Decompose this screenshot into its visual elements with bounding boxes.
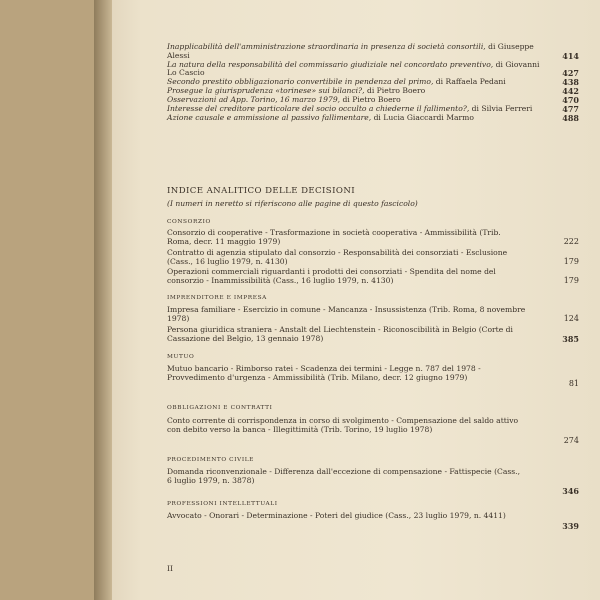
article-author: di Giovanni Lo Cascio <box>167 59 540 78</box>
index-entry <box>167 248 579 266</box>
article-title: Prosegue la giurisprudenza «torinese» sui bilanci?, <box>167 86 365 96</box>
index-subtitle: (I numeri in neretto si riferiscono alle pagine di questo fascicolo) <box>167 199 418 208</box>
article-title: Osservazioni ad App. Torino, 16 marzo 1979, <box>167 95 341 105</box>
list-item <box>167 114 583 123</box>
category-heading: PROFESSIONI INTELLETTUALI <box>167 501 278 507</box>
entry-text: Mutuo bancario - Rimborso ratei - Scadenza dei termini - Legge n. 787 del 1978 - Provvedimento d'urgenza - Ammissibilità (Trib. Milano, decr. 12 giugno 1979) <box>167 364 481 382</box>
category-heading: MUTUO <box>167 354 195 360</box>
article-title: Secondo prestito obbligazionario convertibile in pendenza del primo, <box>167 77 434 87</box>
entry-page: 346 <box>562 485 579 496</box>
index-entry <box>167 416 579 445</box>
entry-page: 124 <box>563 313 579 323</box>
index-entry <box>167 467 579 496</box>
page-number: 477 <box>562 104 579 115</box>
entry-text: Conto corrente di corrispondenza in corso di svolgimento - Compensazione del saldo attivo con debito verso la banca - Illegittimità (Trib. Torino, 19 luglio 1978) <box>167 416 519 434</box>
category-heading: OBBLIGAZIONI E CONTRATTI <box>167 405 273 411</box>
page-number: 414 <box>562 50 579 61</box>
entry-page: 385 <box>562 333 579 344</box>
entry-text: Persona giuridica straniera - Anstalt del Liechtenstein - Riconoscibilità in Belgio (Corte di Cassazione del Belgio, 13 gennaio 1978) <box>167 325 513 343</box>
article-author: di Silvia Ferreri <box>469 104 533 114</box>
book-page <box>112 0 600 600</box>
category-heading: PROCEDIMENTO CIVILE <box>167 457 255 463</box>
entry-page: 222 <box>563 236 579 246</box>
article-author: di Raffaela Pedani <box>433 77 506 87</box>
entry-page: 339 <box>562 521 579 531</box>
index-entry <box>167 267 579 285</box>
article-title: Interesse del creditore particolare del socio occulto a chiederne il fallimento?, <box>167 104 470 114</box>
entry-text: Consorzio di cooperative - Trasformazione in società cooperativa - Ammissibilità (Trib. Roma, decr. 11 maggio 1979) <box>167 228 501 246</box>
list-item <box>167 61 583 78</box>
entry-text: Contratto di agenzia stipulato dal consorzio - Responsabilità dei consorziati - Esclusione (Cass., 16 luglio 1979, n. 4130) <box>167 248 508 266</box>
index-entry <box>167 325 579 344</box>
page-number: 488 <box>562 113 579 124</box>
page-number: 427 <box>562 68 579 79</box>
entry-text: Operazioni commerciali riguardanti i prodotti dei consorziati - Spendita del nome del consorzio - Inammissibilità (Cass., 16 luglio 1979, n. 4130) <box>167 267 496 285</box>
list-item <box>167 43 583 60</box>
index-entry <box>167 511 579 531</box>
entry-page: 81 <box>568 378 579 388</box>
index-entry <box>167 364 579 388</box>
article-author: di Lucia Giaccardi Marmo <box>371 113 474 123</box>
entry-text: Domanda riconvenzionale - Differenza dall'eccezione di compensazione - Fattispecie (Cass., 6 luglio 1979, n. 3878) <box>167 467 521 485</box>
article-author: di Pietro Boero <box>340 95 401 105</box>
entry-page: 179 <box>563 256 579 266</box>
page-number: 470 <box>562 95 579 106</box>
entry-text: Impresa familiare - Esercizio in comune - Mancanza - Insussistenza (Trib. Roma, 8 novembre 1978) <box>167 305 526 323</box>
page-folio: II <box>167 564 173 573</box>
articles-list <box>167 43 583 123</box>
category-heading: CONSORZIO <box>167 219 211 225</box>
article-title: Azione causale e ammissione al passivo fallimentare, <box>167 113 372 123</box>
index-entry <box>167 228 579 246</box>
page-number: 438 <box>562 77 579 88</box>
article-author: di Giuseppe Alessi <box>167 42 534 60</box>
index-entry <box>167 305 579 323</box>
entry-page: 179 <box>563 275 579 285</box>
index-title: INDICE ANALITICO DELLE DECISIONI <box>167 186 356 196</box>
page-number: 442 <box>562 86 579 97</box>
article-title: La natura della responsabilità del commissario giudiziale nel concordato preventivo, <box>167 59 494 69</box>
entry-page: 274 <box>563 435 579 445</box>
entry-text: Avvocato - Onorari - Determinazione - Poteri del giudice (Cass., 23 luglio 1979, n. 4411) <box>167 511 506 520</box>
category-heading: IMPRENDITORE E IMPRESA <box>167 295 267 301</box>
article-author: di Pietro Boero <box>364 86 426 96</box>
article-title: Inapplicabilità dell'amministrazione straordinaria in presenza di società consortili, <box>167 42 486 51</box>
